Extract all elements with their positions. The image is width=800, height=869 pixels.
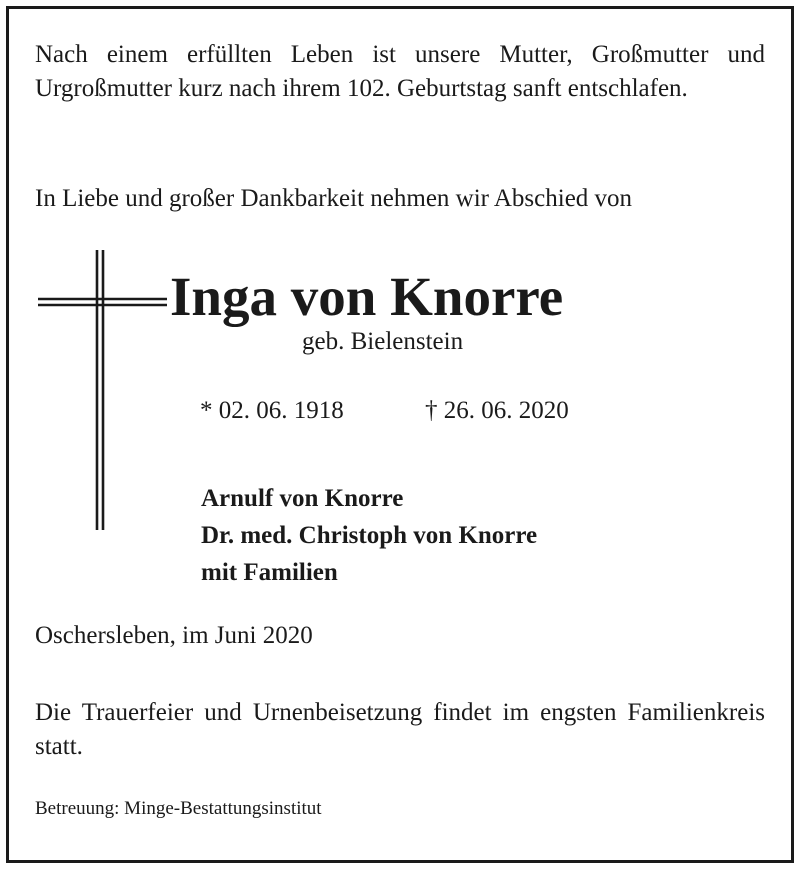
birth-date: * 02. 06. 1918 bbox=[200, 397, 344, 424]
place-date: Oschersleben, im Juni 2020 bbox=[35, 622, 313, 649]
care-text: Betreuung: Minge-Bestattungsinstitut bbox=[35, 798, 322, 819]
mourners-list bbox=[201, 480, 537, 591]
death-date: † 26. 06. 2020 bbox=[425, 397, 569, 424]
birth-name: geb. Bielenstein bbox=[302, 328, 464, 355]
ceremony-text: Die Trauerfeier und Urnenbeisetzung findet im engsten Familienkreis statt. bbox=[35, 699, 765, 760]
deceased-name: Inga von Knorre bbox=[170, 266, 564, 327]
farewell-text: In Liebe und großer Dankbarkeit nehmen wir Abschied von bbox=[35, 185, 633, 212]
mourner-line: Dr. med. Christoph von Knorre bbox=[201, 522, 538, 549]
mourner-line: mit Familien bbox=[201, 559, 338, 586]
intro-text: Nach einem erfüllten Leben ist unsere Mutter, Großmutter und Urgroßmutter kurz nach ihrem 102. Geburtstag sanft entschlafen. bbox=[35, 41, 765, 102]
mourner-line: Arnulf von Knorre bbox=[201, 485, 404, 512]
